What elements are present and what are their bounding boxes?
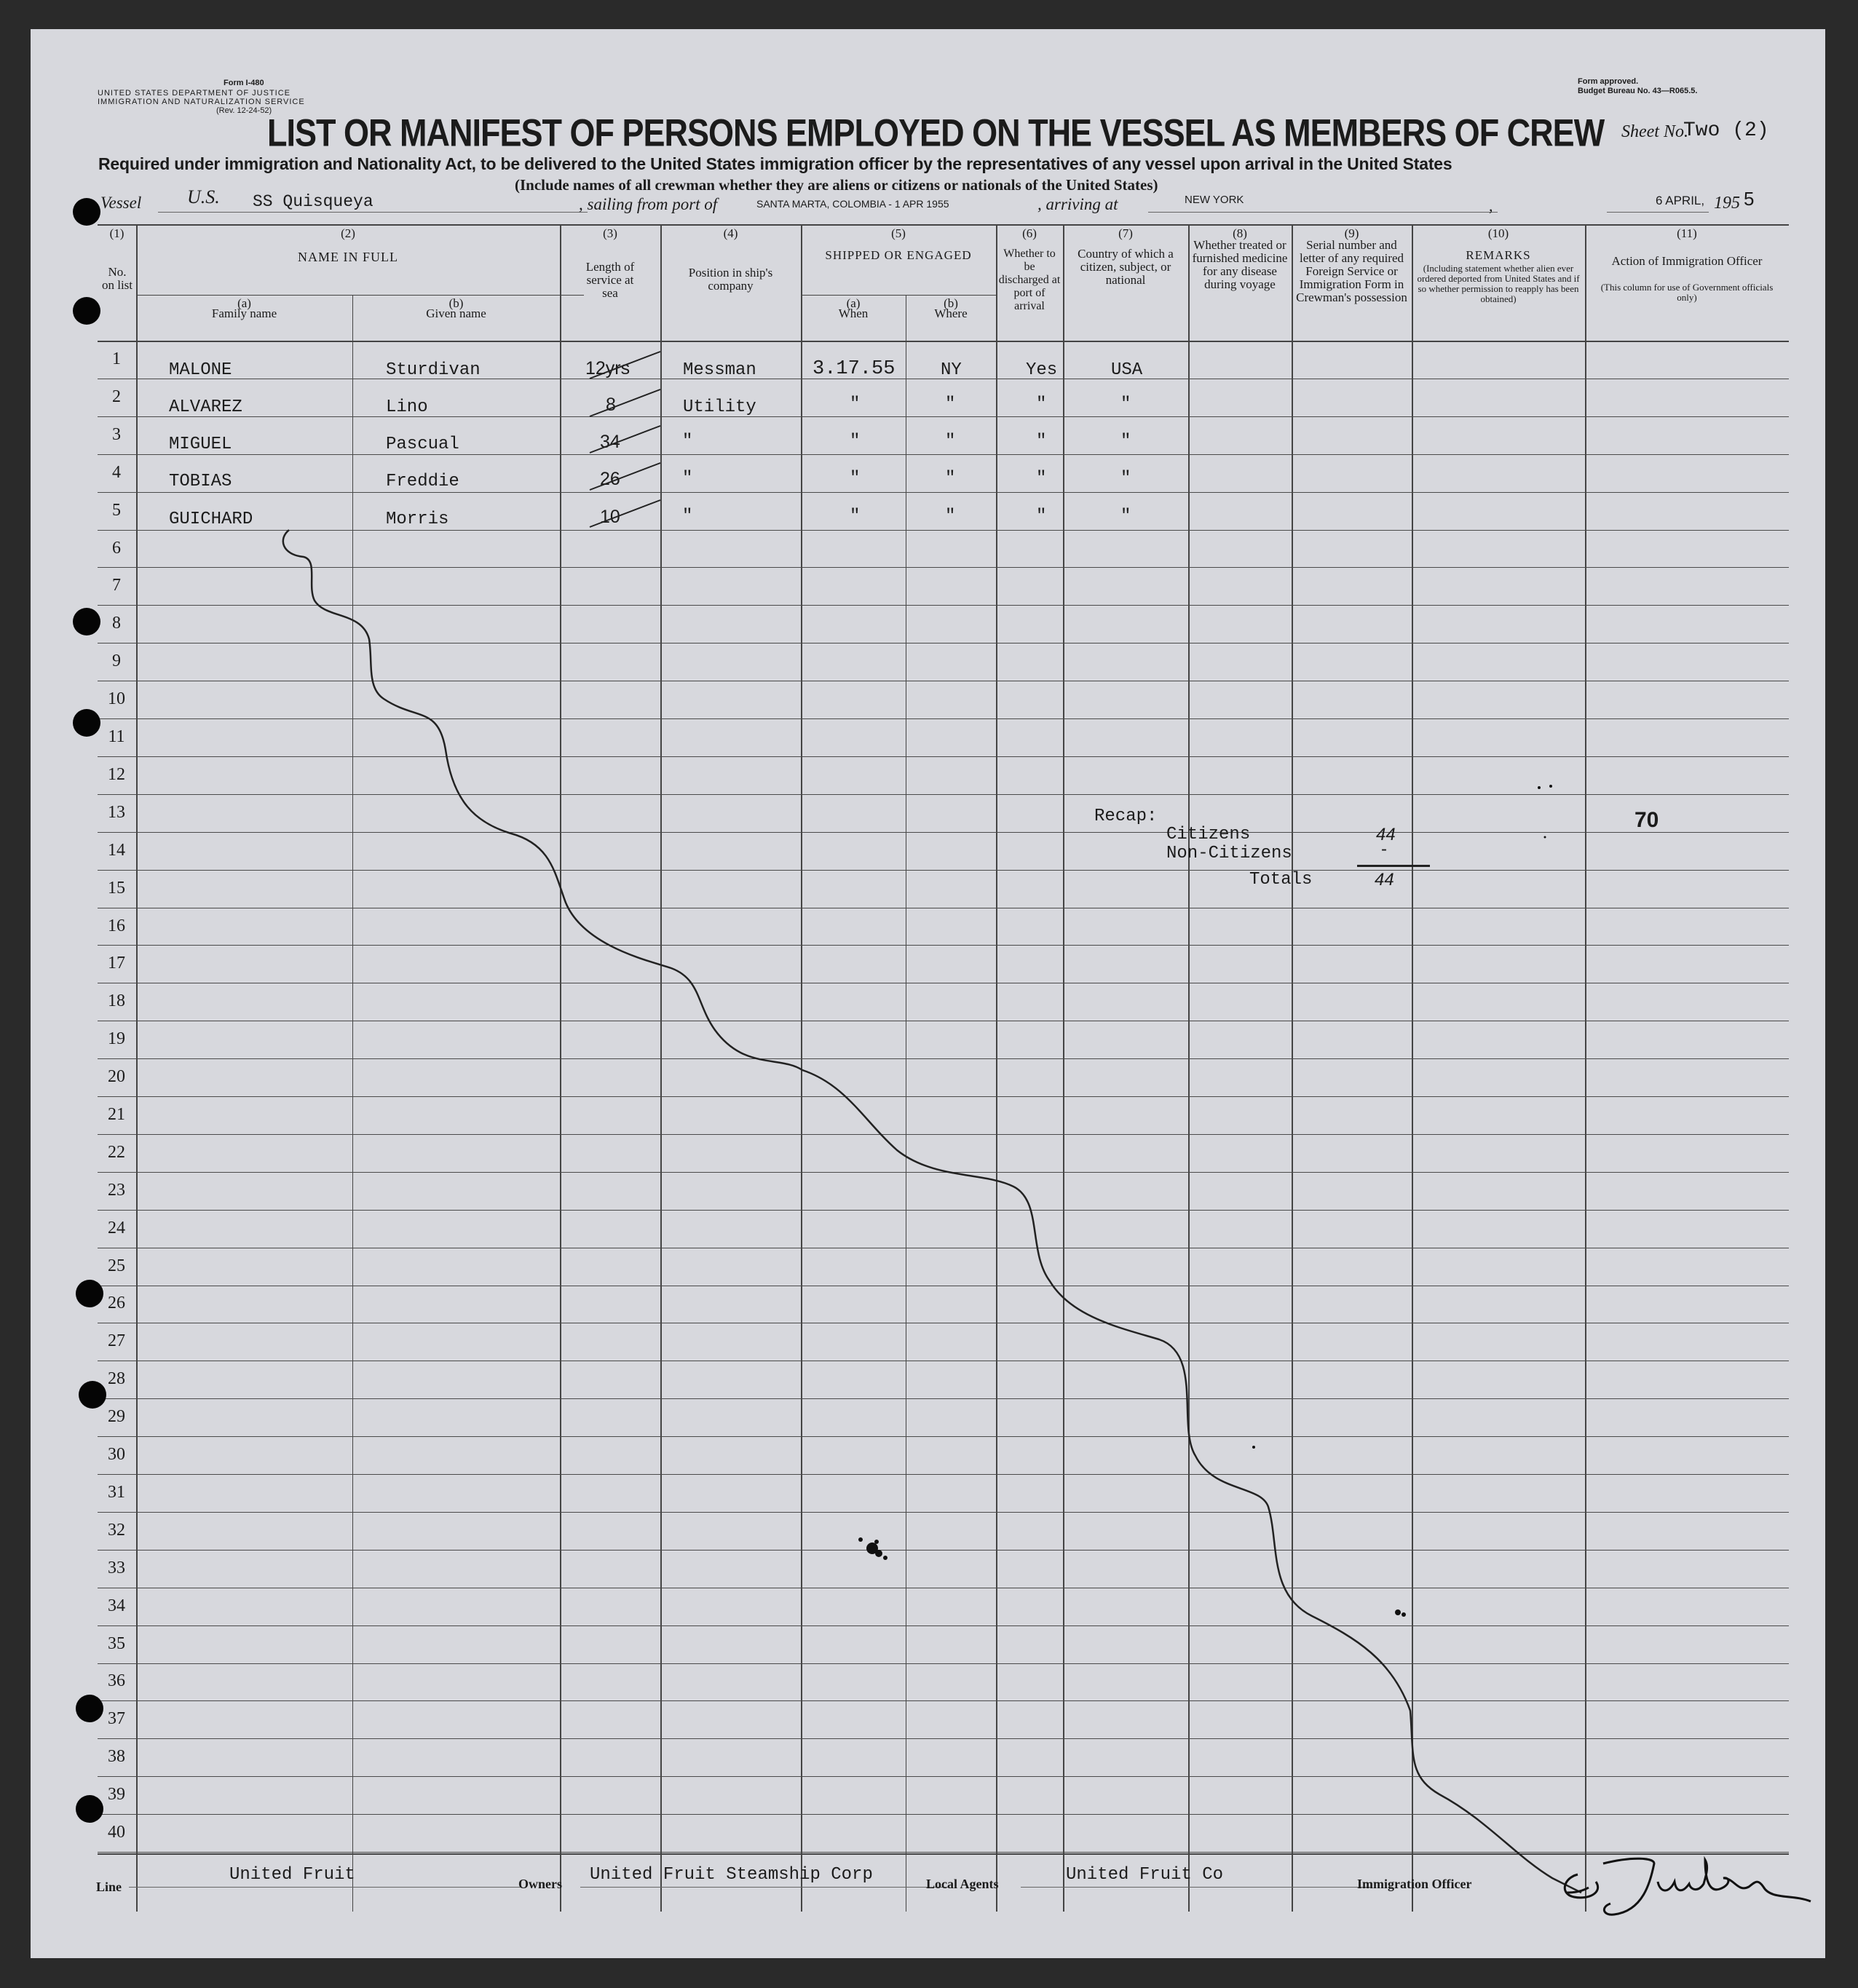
- crew-family: GUICHARD: [169, 510, 253, 529]
- crew-country: USA: [1111, 360, 1143, 380]
- officer-label: Immigration Officer: [1357, 1877, 1472, 1891]
- crew-when: ": [850, 395, 861, 414]
- manifest-sheet: [31, 29, 1825, 1958]
- recap-noncitizens-value: -: [1381, 839, 1387, 859]
- col8-number: (8): [1233, 226, 1247, 240]
- crew-service: 10: [600, 507, 620, 527]
- crew-country: ": [1120, 395, 1131, 414]
- col5-number: (5): [891, 226, 906, 240]
- vessel-label: Vessel: [100, 194, 142, 212]
- crew-given: Lino: [386, 397, 428, 417]
- line-number: 28: [108, 1369, 125, 1388]
- closeout-line-icon: [283, 530, 1581, 1893]
- col8-label: Whether treated or furnished medicine for any disease during voyage: [1192, 238, 1288, 291]
- line-number: 33: [108, 1559, 125, 1577]
- line-number: 7: [112, 576, 121, 595]
- line-number: 3: [112, 425, 121, 444]
- page-title: LIST OR MANIFEST OF PERSONS EMPLOYED ON THE VESSEL AS MEMBERS OF CREW: [267, 111, 1605, 155]
- line-number: 35: [108, 1634, 125, 1653]
- approval-line-1: Form approved.: [1578, 77, 1639, 86]
- col10-number: (10): [1487, 226, 1509, 240]
- line-number: 4: [112, 463, 121, 482]
- form-instruction: (Include names of all crewman whether they are aliens or citizens or nationals of the United States): [515, 176, 1158, 194]
- crew-when: ": [850, 432, 861, 451]
- col11-number: (11): [1677, 226, 1697, 240]
- crew-discharge: ": [1036, 507, 1047, 526]
- owners-label: Owners: [518, 1877, 562, 1891]
- line-number: 1: [112, 349, 121, 368]
- line-number: 16: [108, 916, 125, 935]
- line-number: 26: [108, 1294, 125, 1312]
- line-number: 8: [112, 614, 121, 633]
- recap-totals-value: 44: [1375, 870, 1394, 890]
- line-number: 37: [108, 1709, 125, 1728]
- crew-country: ": [1120, 432, 1131, 451]
- punch-hole: [73, 709, 100, 737]
- line-value: United Fruit: [229, 1865, 355, 1885]
- col5a-label: When: [838, 306, 869, 320]
- col2b-label: Given name: [426, 306, 486, 320]
- officer-signature-icon: [1565, 1858, 1811, 1914]
- sheet-value: Two (2): [1683, 119, 1769, 142]
- col5a-number: (a): [846, 296, 861, 310]
- form-revision: (Rev. 12-24-52): [216, 106, 272, 115]
- crew-given: Pascual: [386, 435, 459, 454]
- line-number: 39: [108, 1785, 125, 1804]
- line-number: 29: [108, 1407, 125, 1426]
- crew-where: ": [945, 395, 956, 414]
- col7-number: (7): [1118, 226, 1133, 240]
- crew-discharge: Yes: [1026, 360, 1058, 380]
- punch-hole: [76, 1280, 103, 1307]
- crew-discharge: ": [1036, 469, 1047, 488]
- line-number: 6: [112, 539, 121, 558]
- line-number: 24: [108, 1219, 125, 1237]
- col5b-label: Where: [934, 306, 968, 320]
- line-number: 17: [108, 954, 125, 973]
- col4-label: Position in ship's company: [688, 266, 773, 293]
- line-number: 30: [108, 1445, 125, 1464]
- date-day-month: 6 APRIL,: [1656, 194, 1705, 207]
- service-strike-5: [590, 500, 660, 527]
- line-number: 32: [108, 1521, 125, 1540]
- line-number: 22: [108, 1143, 125, 1162]
- crew-country: ": [1120, 507, 1131, 526]
- crew-when: 3.17.55: [813, 358, 896, 380]
- form-number: Form I-480: [224, 79, 264, 87]
- line-number: 2: [112, 387, 121, 406]
- crew-given: Morris: [386, 510, 449, 529]
- line-number: 11: [108, 727, 125, 746]
- col4-number: (4): [723, 226, 738, 240]
- punch-hole: [76, 1795, 103, 1823]
- crew-position: ": [682, 507, 693, 526]
- date-year-print: 195: [1714, 194, 1740, 213]
- agents-value: United Fruit Co: [1066, 1865, 1224, 1885]
- crew-when: ": [850, 469, 861, 488]
- agency-line-2: IMMIGRATION AND NATURALIZATION SERVICE: [98, 98, 305, 106]
- recap-label: Recap:: [1094, 807, 1158, 826]
- col2-label: NAME IN FULL: [298, 250, 398, 264]
- line-number: 25: [108, 1256, 125, 1275]
- line-number: 10: [108, 689, 125, 708]
- line-number: 31: [108, 1483, 125, 1502]
- punch-hole: [73, 198, 100, 226]
- ink-spots: [858, 785, 1552, 1617]
- line-number: 13: [108, 803, 125, 822]
- line-number: 20: [108, 1067, 125, 1086]
- line-number: 21: [108, 1105, 125, 1124]
- sheet-label: Sheet No.: [1621, 122, 1688, 141]
- line-number: 5: [112, 501, 121, 520]
- col2b-number: (b): [448, 296, 464, 310]
- punch-hole: [73, 297, 100, 325]
- col11-label: Action of Immigration Officer: [1611, 254, 1763, 268]
- col10-label: REMARKS: [1466, 248, 1531, 262]
- vessel-prefix: U.S.: [187, 186, 220, 207]
- line-number: 23: [108, 1181, 125, 1200]
- recap-totals-label: Totals: [1249, 870, 1313, 890]
- vessel-name: SS Quisqueya: [253, 192, 373, 211]
- col9-number: (9): [1344, 226, 1359, 240]
- date-year-hand: 5: [1744, 188, 1755, 210]
- crew-position: Utility: [683, 397, 756, 417]
- sailing-label: , sailing from port of: [579, 195, 718, 213]
- col1-number: (1): [109, 226, 124, 240]
- col6-number: (6): [1022, 226, 1037, 240]
- line-number: 12: [108, 765, 125, 784]
- recap-noncitizens-label: Non-Citizens: [1166, 844, 1292, 863]
- service-strike-3: [590, 426, 660, 453]
- crew-when: ": [850, 507, 861, 526]
- crew-where: ": [945, 507, 956, 526]
- crew-discharge: ": [1036, 432, 1047, 451]
- service-strike-2: [590, 389, 660, 416]
- crew-where: NY: [941, 360, 962, 380]
- col2a-label: Family name: [211, 306, 277, 320]
- recap-citizens-label: Citizens: [1166, 825, 1251, 844]
- crew-position: Messman: [683, 360, 756, 380]
- col2-number: (2): [341, 226, 355, 240]
- col6-label: Whether to be discharged at port of arrival: [998, 247, 1061, 312]
- col2a-number: (a): [237, 296, 251, 310]
- crew-where: ": [945, 432, 956, 451]
- crew-service: 12yrs: [585, 358, 630, 379]
- ink-overlay: [31, 29, 1825, 1958]
- col3-label: Length of service at sea: [585, 260, 635, 300]
- col1-label: No. on list: [101, 265, 133, 292]
- service-strike-1: [590, 352, 660, 379]
- crew-family: MALONE: [169, 360, 232, 380]
- service-strike-4: [590, 463, 660, 490]
- crew-position: ": [682, 432, 693, 451]
- form-subtitle: Required under immigration and Nationality Act, to be delivered to the United States immigration officer by the representatives of any vessel upon arrival in the United States: [98, 154, 1452, 173]
- crew-service: 34: [600, 432, 620, 452]
- crew-where: ": [945, 469, 956, 488]
- line-number: 19: [108, 1029, 125, 1048]
- approval-line-2: Budget Bureau No. 43—R065.5.: [1578, 87, 1698, 95]
- sailing-port: SANTA MARTA, COLOMBIA - 1 APR 1955: [756, 198, 949, 210]
- line-number: 15: [108, 879, 125, 898]
- date-separator: ,: [1489, 197, 1493, 215]
- line-number: 14: [108, 841, 125, 860]
- line-number: 27: [108, 1331, 125, 1350]
- crew-discharge: ": [1036, 395, 1047, 414]
- line-label: Line: [96, 1880, 122, 1894]
- line-number: 9: [112, 652, 121, 670]
- line-number: 34: [108, 1596, 125, 1615]
- crew-family: MIGUEL: [169, 435, 232, 454]
- arriving-label: , arriving at: [1037, 195, 1118, 213]
- punch-hole: [76, 1695, 103, 1722]
- col10-note: (Including statement whether alien ever ordered deported from United States and if so whether permission to reapply has been obtained): [1417, 263, 1580, 304]
- owners-value: United Fruit Steamship Corp: [590, 1865, 873, 1885]
- crew-service: 8: [606, 395, 616, 415]
- col11-note: (This column for use of Government officials only): [1600, 282, 1774, 303]
- col5-label: SHIPPED OR ENGAGED: [825, 248, 972, 262]
- crew-family: TOBIAS: [169, 472, 232, 491]
- crew-given: Sturdivan: [386, 360, 481, 380]
- punch-hole: [73, 608, 100, 635]
- agency-line-1: UNITED STATES DEPARTMENT OF JUSTICE: [98, 89, 291, 98]
- line-number: 36: [108, 1671, 125, 1690]
- col9-label: Serial number and letter of any required Foreign Service or Immigration Form in Crewman's possession: [1296, 238, 1407, 304]
- col7-label: Country of which a citizen, subject, or national: [1078, 247, 1174, 287]
- agents-label: Local Agents: [926, 1877, 999, 1891]
- line-number: 18: [108, 991, 125, 1010]
- col5b-number: (b): [944, 296, 958, 310]
- line-number: 38: [108, 1747, 125, 1766]
- margin-mark: 70: [1634, 808, 1659, 832]
- recap-citizens-value: 44: [1376, 825, 1396, 844]
- crew-service: 26: [600, 469, 620, 489]
- line-number: 40: [108, 1823, 125, 1842]
- crew-family: ALVAREZ: [169, 397, 242, 417]
- col3-number: (3): [603, 226, 617, 240]
- arriving-port: NEW YORK: [1185, 194, 1244, 206]
- crew-country: ": [1120, 469, 1131, 488]
- punch-hole: [79, 1381, 106, 1409]
- crew-given: Freddie: [386, 472, 459, 491]
- crew-position: ": [682, 469, 693, 488]
